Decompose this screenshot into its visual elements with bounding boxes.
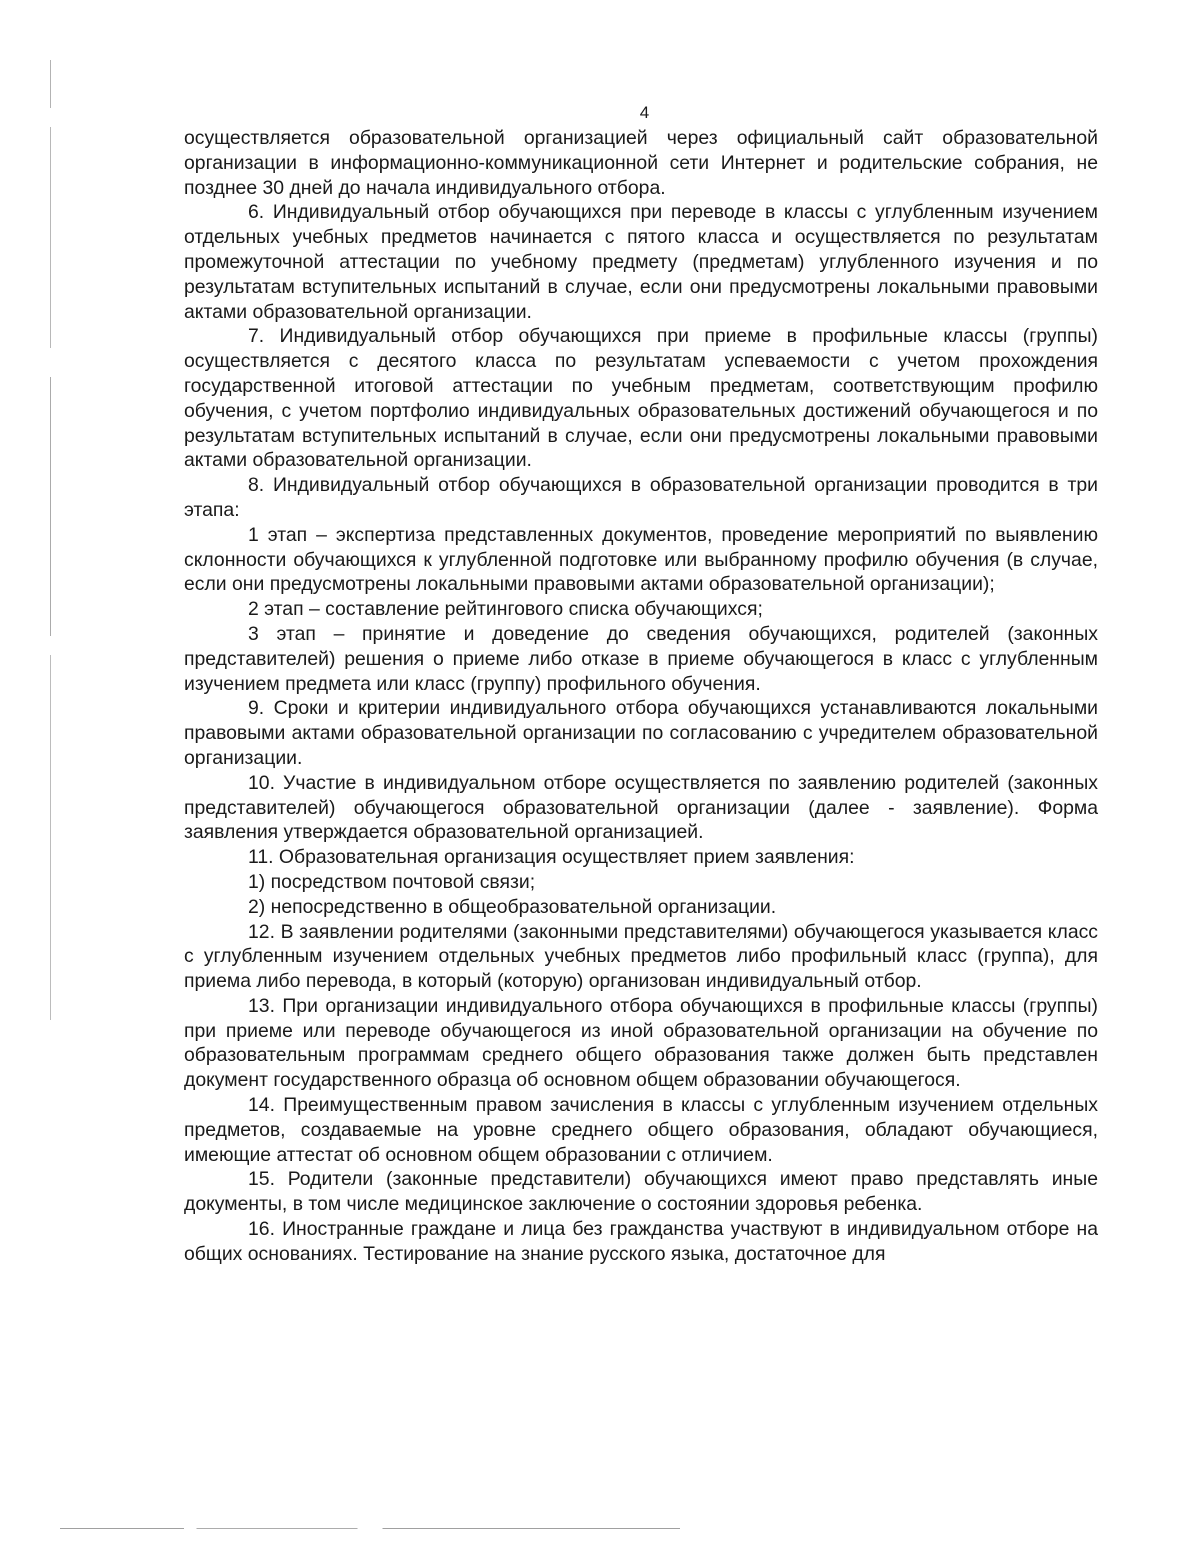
list-item-2: 2) непосредственно в общеобразовательной организации. xyxy=(248,895,777,918)
paragraph-7: 7. Индивидуальный отбор обучающихся при приеме в профильные классы (группы) осуществляется с десятого класса по результатам успеваемости с учетом прохождения государственной итоговой аттестации по учебным предметам, соответствующим профилю обучения, с учетом портфолио индивидуальных образовательных достижений обучающегося и по результатам вступительных испытаний в случае, если они предусмотрены локальными правовыми актами образовательной организации. xyxy=(184,325,1098,472)
paragraph-14: 14. Преимущественным правом зачисления в классы с углубленным изучением отдельных предметов, создаваемые на уровне среднего общего образования, обладают обучающиеся, имеющие аттестат об основном общем образовании с отличием. xyxy=(184,1094,1098,1166)
paragraph-8: 8. Индивидуальный отбор обучающихся в образовательной организации проводится в три этапа: xyxy=(184,474,1098,521)
paragraph-16: 16. Иностранные граждане и лица без гражданства участвуют в индивидуальном отборе на общих основаниях. Тестирование на знание русского языка, достаточное для xyxy=(184,1218,1098,1265)
paragraph-6: 6. Индивидуальный отбор обучающихся при переводе в классы с углубленным изучением отдельных учебных предметов начинается с пятого класса и осуществляется по результатам промежуточной аттестации по учебному предмету (предметам) углубленного изучения и по результатам вступительных испытаний в случае, если они предусмотрены локальными правовыми актами образовательной организации. xyxy=(184,201,1098,323)
paragraph-11: 11. Образовательная организация осуществляет прием заявления: xyxy=(248,846,855,869)
page-number: 4 xyxy=(639,103,650,122)
stage-2: 2 этап – составление рейтингового списка обучающихся; xyxy=(248,598,763,621)
paragraph-9: 9. Сроки и критерии индивидуального отбора обучающихся устанавливаются локальными правовыми актами образовательной организации по согласованию с учредителем образовательной организации. xyxy=(184,697,1098,769)
scan-bottom-line xyxy=(60,1528,680,1529)
list-item-1: 1) посредством почтовой связи; xyxy=(248,870,536,893)
paragraph-10: 10. Участие в индивидуальном отборе осуществляется по заявлению родителей (законных представителей) обучающегося образовательной организации (далее - заявление). Форма заявления утверждается образовательной организацией. xyxy=(184,771,1098,844)
stage-3: 3 этап – принятие и доведение до сведения обучающихся, родителей (законных представителей) решения о приеме либо отказе в приеме обучающегося в класс с углубленным изучением предмета или класс (группу) профильного обучения. xyxy=(184,622,1098,695)
paragraph-15: 15. Родители (законные представители) обучающихся имеют право представлять иные документы, в том числе медицинское заключение о состоянии здоровья ребенка. xyxy=(184,1168,1098,1216)
scan-margin-line xyxy=(50,60,51,1020)
document-body xyxy=(184,126,1098,1267)
paragraph-12: 12. В заявлении родителями (законными представителями) обучающегося указывается класс с углубленным изучением отдельных учебных предметов либо профильный класс (группа), для приема либо перевода, в который (которую) организован индивидуальный отбор. xyxy=(184,920,1098,993)
stage-1: 1 этап – экспертиза представленных документов, проведение мероприятий по выявлению склонности обучающихся к углубленной подготовке или выбранному профилю обучения (в случае, если они предусмотрены локальными правовыми актами образовательной организации); xyxy=(184,523,1098,596)
paragraph-continuation: осуществляется образовательной организацией через официальный сайт образовательной организации в информационно-коммуникационной сети Интернет и родительские собрания, не позднее 30 дней до начала индивидуального отбора. xyxy=(184,127,1098,199)
paragraph-13: 13. При организации индивидуального отбора обучающихся в профильные классы (группы) при приеме или переводе обучающегося из иной образовательной организации на обучение по образовательным программам среднего общего образования также должен быть представлен документ государственного образца об основном общем образовании обучающегося. xyxy=(184,994,1098,1092)
